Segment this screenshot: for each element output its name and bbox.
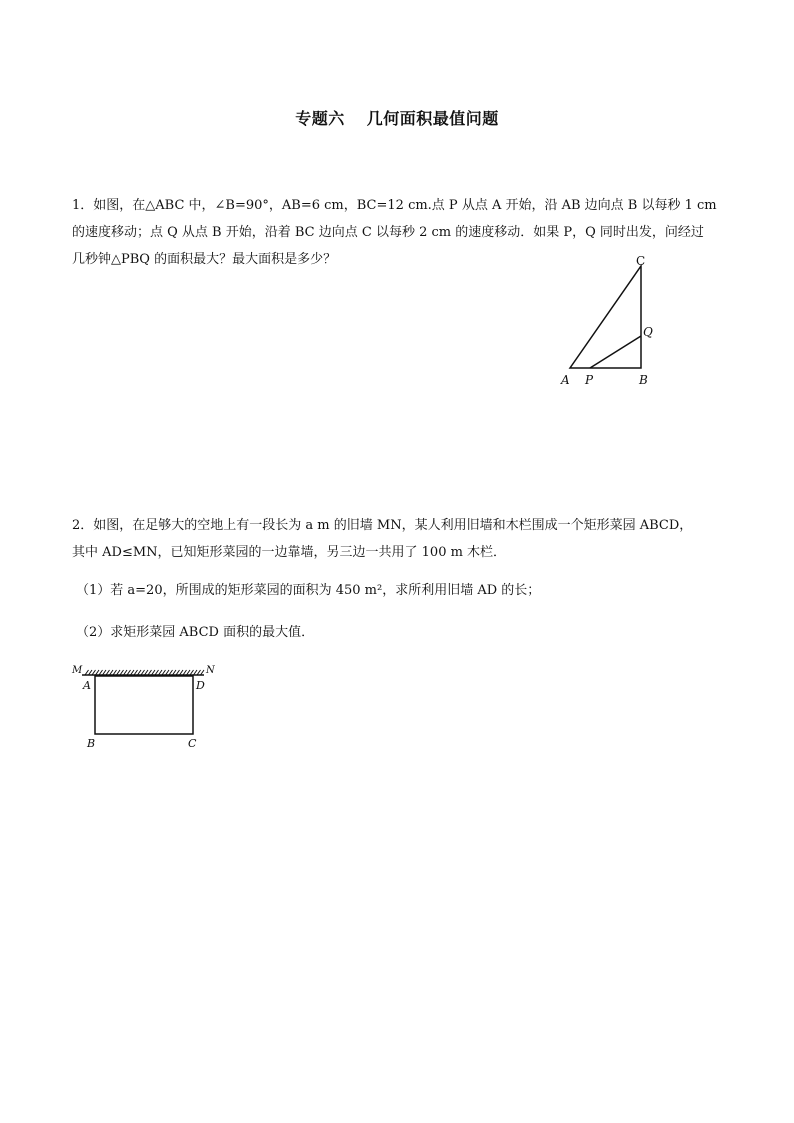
label-a: A bbox=[561, 373, 570, 387]
problem-2-line-1: 2．如图，在足够大的空地上有一段长为 a m 的旧墙 MN，某人利用旧墙和木栏围成一个矩形菜园 ABCD， bbox=[72, 518, 693, 533]
label-n: N bbox=[206, 665, 215, 676]
problem-1-line-2: 的速度移动；点 Q 从点 B 开始，沿着 BC 边向点 C 以每秒 2 cm 的速度移动．如果 P，Q 同时出发，问经过 bbox=[72, 225, 704, 240]
label-m: M bbox=[72, 665, 83, 676]
label-c: C bbox=[636, 254, 646, 268]
title-part1: 专题六 bbox=[295, 109, 345, 128]
problem-2-sub-1: （1）若 a=20，所围成的矩形菜园的面积为 450 m²，求所利用旧墙 AD 的长； bbox=[76, 583, 541, 598]
rectangle-abcd bbox=[95, 676, 193, 734]
title-part2: 几何面积最值问题 bbox=[366, 109, 499, 128]
problem-2-sub-2: （2）求矩形菜园 ABCD 面积的最大值． bbox=[76, 625, 315, 640]
label-b2: B bbox=[87, 737, 96, 750]
label-c2: C bbox=[188, 737, 197, 750]
label-p: P bbox=[585, 373, 594, 387]
problem-1-line-1: 1．如图，在△ABC 中，∠B=90°，AB=6 cm，BC=12 cm.点 P 从点 A 开始，沿 AB 边向点 B 以每秒 1 cm bbox=[72, 198, 717, 213]
label-d: D bbox=[196, 679, 205, 692]
label-q: Q bbox=[643, 325, 653, 339]
label-b: B bbox=[639, 373, 648, 387]
label-a2: A bbox=[83, 679, 91, 692]
problem-1-line-3: 几秒钟△PBQ 的面积最大？最大面积是多少？ bbox=[72, 252, 337, 267]
problem-2-line-2: 其中 AD≤MN，已知矩形菜园的一边靠墙，另三边一共用了 100 m 木栏． bbox=[72, 545, 507, 560]
